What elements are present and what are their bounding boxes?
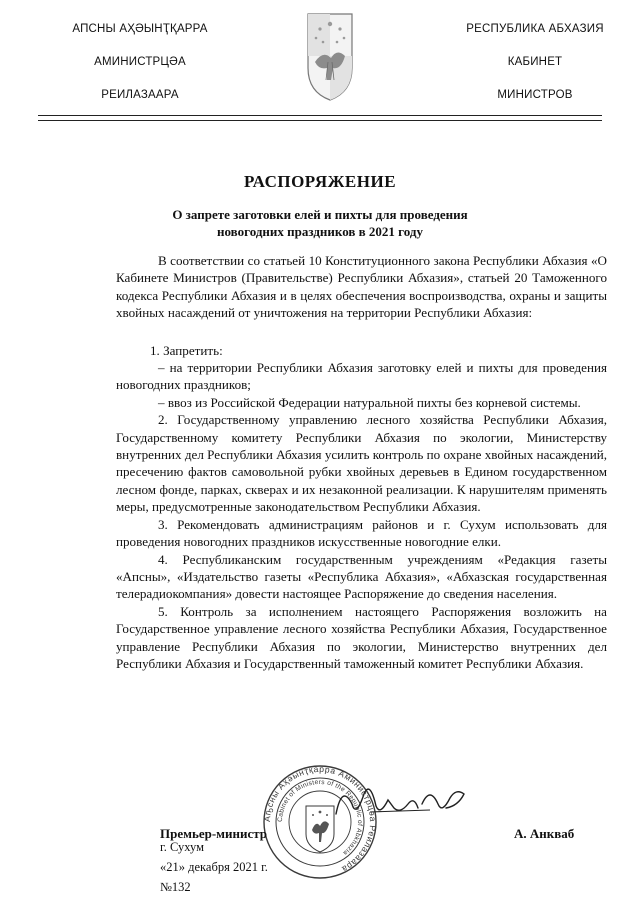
header-left-line-1: АПСНЫ АҲӘЫНҬҚАРРА [72, 23, 208, 35]
svg-text:Аҧсны Аҳәынҭқарра Аминистрцәа: Аҧсны Аҳәынҭқарра Аминистрцәа Реилазаара [262, 764, 378, 875]
item-1-point-b: – ввоз из Российской Федерации натуральной пихты без корневой системы. [158, 394, 581, 410]
header-left-block [40, 22, 240, 121]
item-1-heading: 1. Запретить: [150, 342, 223, 358]
item-1-point-a: – на территории Республики Абхазия заготовку елей и пихты для проведения новогодних праздников; [116, 360, 607, 393]
document-title: РАСПОРЯЖЕНИЕ [243, 172, 397, 191]
subject-line-1: О запрете заготовки елей и пихты для проведения [172, 207, 468, 222]
signatory-name: А. Анкваб [514, 826, 575, 841]
signatory-position: Премьер-министр [160, 826, 268, 841]
item-4-paragraph: 4. Республиканским государственным учреждениям «Редакция газеты «Апсны», «Издательство газеты «Республика Абхазия», «Абхазская государственная телерадиокомпания» довести настоящее Распоряжение до сведения населения. [116, 551, 607, 602]
header-right-block [435, 22, 635, 121]
header-right-line-2: КАБИНЕТ [507, 56, 563, 68]
document-body [116, 252, 607, 672]
header-left-line-2: АМИНИСТРЦӘА [94, 56, 186, 68]
item-2-paragraph: 2. Государственному управлению лесного хозяйства Республики Абхазия, Государственному комитету Республики Абхазия по экологии, Министерству внутренних дел Республики Абхазия усилить контроль по охране хвойных насаждений, пресечению фактов самовольной рубки хвойных деревьев в Едином государственном лесном фонде, парках, скверах и их незаконной реализации. К нарушителям применять меры, предусмотренные законодательством Республики Абхазия. [116, 412, 607, 515]
svg-text:Cabinet of Ministers of the Re: Cabinet of Ministers of the Republic of Abkhazia [276, 778, 364, 857]
document-subject [130, 206, 510, 240]
intro-paragraph: В соответствии со статьей 10 Конституционного закона Республики Абхазия «О Кабинете Министров (Правительстве) Республики Абхазия», статьей 20 Таможенного кодекса Республики Абхазия и в целях обеспечения воспроизводства, охраны и защиты хвойных насаждений от уничтожения на территории Республики Абхазия: [116, 253, 607, 321]
coat-of-arms-emblem [305, 10, 355, 102]
footer-number: №132 [160, 880, 191, 894]
subject-line-2: новогодних праздников в 2021 году [217, 224, 423, 239]
item-5-paragraph: 5. Контроль за исполнением настоящего Распоряжения возложить на Государственное управление лесного хозяйства Республики Абхазия, Государственное управление Республики Абхазия по экологии, Министерство внутренних дел Республики Абхазия и Государственный таможенный комитет Республики Абхазия. [116, 603, 607, 671]
header-left-line-3: РЕИЛАЗААРА [101, 89, 179, 101]
footer-city: г. Сухум [160, 840, 205, 854]
item-3-paragraph: 3. Рекомендовать администрациям районов и г. Сухум использовать для проведения новогодних праздников искусственные новогодние елки. [116, 516, 607, 550]
header-right-line-1: РЕСПУБЛИКА АБХАЗИЯ [466, 23, 604, 35]
header-rule-bottom [38, 120, 602, 121]
handwritten-signature [330, 774, 470, 824]
footer-date: «21» декабря 2021 г. [160, 860, 268, 874]
header-rule-top [38, 115, 602, 116]
header-right-line-3: МИНИСТРОВ [497, 89, 573, 101]
